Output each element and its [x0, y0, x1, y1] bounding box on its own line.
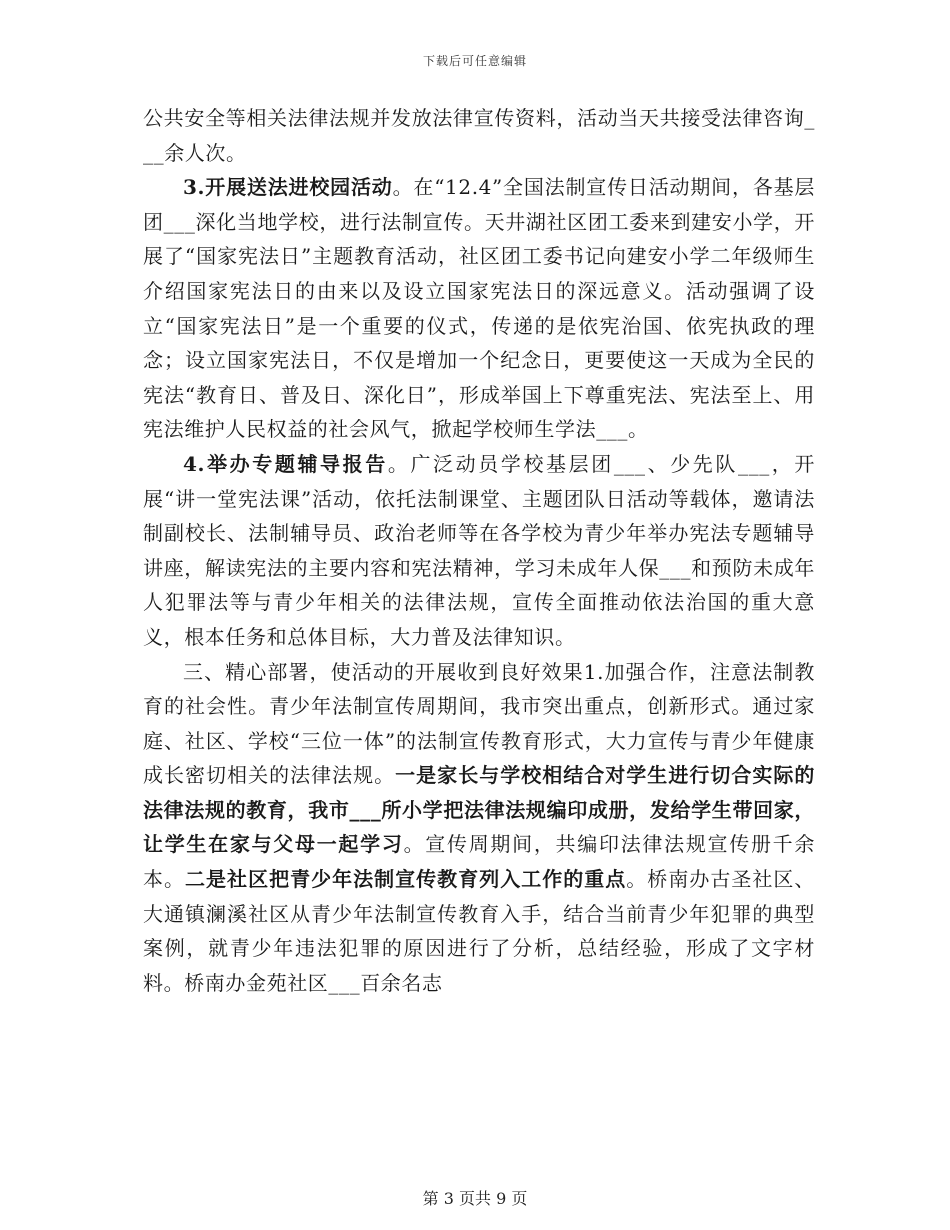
text-run: 公共安全等相关法律法规并发放法律宣传资料，活动当天共接受法律咨询___余人次。	[143, 106, 815, 165]
section-heading-4: 4.举办专题辅导报告	[183, 451, 388, 476]
page-header: 下载后可任意编辑	[422, 54, 527, 68]
paragraph-1	[143, 101, 815, 170]
bold-text-run: 二是社区把青少年法制宣传教育列入工作的重点	[185, 867, 627, 892]
text-run: 三、精心部署，使活动的开展收到良好效果1.加强合作，注意法制教育的社会性。青少年法制宣传周期间，我市突出重点，创新形式。通过家庭、社区、学校“三位一体”的法制宣传教育形式，大力宣传与青少年健康成长密切相关的法律法规。	[143, 659, 815, 788]
text-run: 。在“12.4”全国法制宣传日活动期间，各基层团___深化当地学校，进行法制宣传。天井湖社区团工委来到建安小学，开展了“国家宪法日”主题教育活动，社区团工委书记向建安小学二年级师生介绍国家宪法日的由来以及设立国家宪法日的深远意义。活动强调了设立“国家宪法日”是一个重要的仪式，传递的是依宪治国、依宪执政的理念；设立国家宪法日，不仅是增加一个纪念日，更要使这一天成为全民的宪法“教育日、普及日、深化日”，形成举国上下尊重宪法、宪法至上、用宪法维护人民权益的社会风气，掀起学校师生学法___。	[143, 175, 816, 442]
paragraph-3	[143, 447, 815, 655]
bold-text-run: 一是家长与学校相结合对学生进行切合实际的法律法规的教育，我市___所小学把法律法规编印成册，发给学生带回家，让学生在家与父母一起学习	[143, 763, 815, 857]
document-body	[143, 101, 815, 1000]
text-run: 。广泛动员学校基层团___、少先队___，开展“讲一堂宪法课”活动，依托法制课堂、主题团队日活动等载体，邀请法制副校长、法制辅导员、政治老师等在各学校为青少年举办宪法专题辅导讲座，解读宪法的主要内容和宪法精神，学习未成年人保___和预防未成年人犯罪法等与青少年相关的法律法规，宣传全面推动依法治国的重大意义，根本任务和总体目标，大力普及法律知识。	[143, 451, 815, 649]
text-run: 。桥南办古圣社区、大通镇澜溪社区从青少年法制宣传教育入手，结合当前青少年犯罪的典型案例，就青少年违法犯罪的原因进行了分析，总结经验，形成了文字材料。桥南办金苑社区___百余名志	[143, 867, 815, 995]
paragraph-2	[143, 170, 815, 447]
paragraph-4	[143, 655, 815, 1001]
section-heading-3: 3.开展送法进校园活动	[183, 175, 393, 200]
text-run: 。宣传周期间，共编印法律法规宣传册千余本。	[143, 832, 815, 892]
page-number-footer: 第 3 页共 9 页	[422, 1189, 528, 1208]
